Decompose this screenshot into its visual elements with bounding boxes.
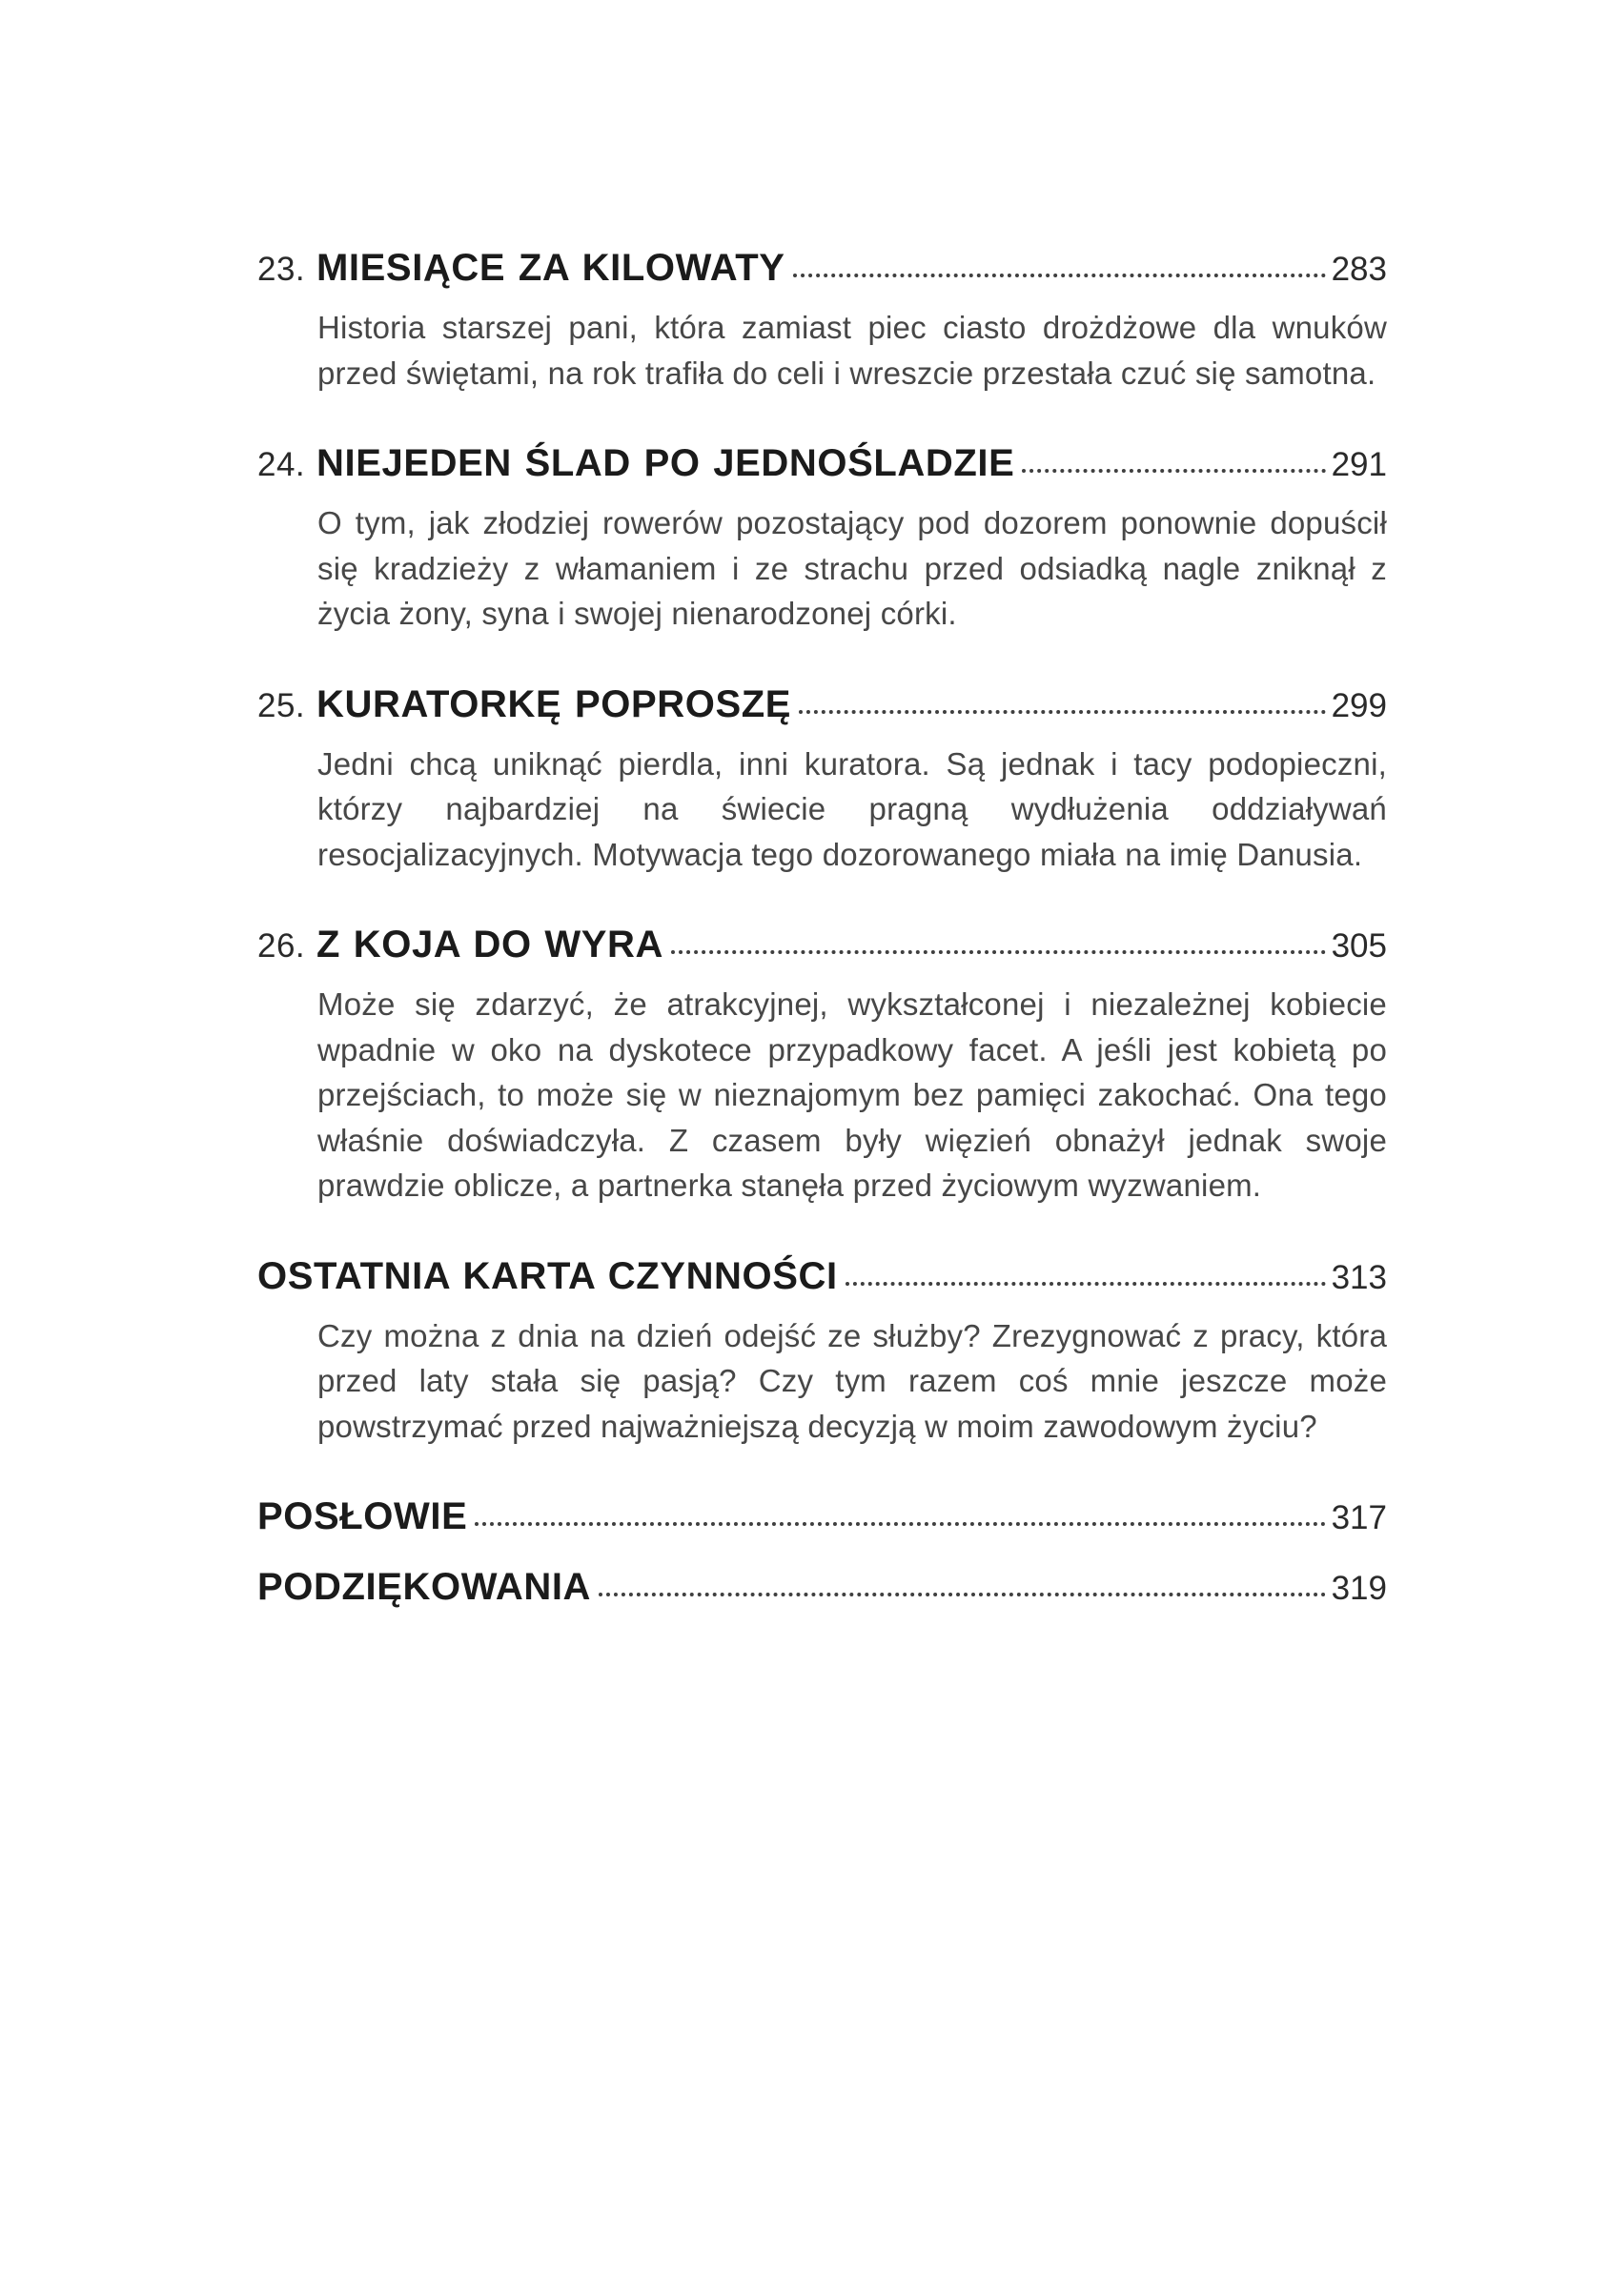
dot-leader: [793, 274, 1326, 277]
dot-leader: [1022, 469, 1325, 473]
section-title: PODZIĘKOWANIA: [257, 1566, 592, 1609]
chapter-number: 25.: [257, 686, 306, 724]
chapter-description: Może się zdarzyć, że atrakcyjnej, wykształconej i niezależnej kobiecie wpadnie w oko na dyskotece przypadkowy facet. A jeśli jest kobietą po przejściach, to może się w nieznajomym bez pamięci zakochać. Ona tego właśnie doświadczyła. Z czasem były więzień obnażył jednak swoje prawdzie oblicze, a partnerka stanęła przed życiowym wyzwaniem.: [317, 986, 1387, 1204]
page-number: 283: [1331, 251, 1387, 288]
toc-row: [257, 923, 1387, 966]
page-number: 313: [1331, 1258, 1387, 1296]
toc-row: [257, 246, 1387, 290]
page-number: 291: [1331, 446, 1387, 484]
section-title: OSTATNIA KARTA CZYNNOŚCI: [257, 1254, 838, 1297]
page-number: 299: [1331, 686, 1387, 724]
toc-entry: [257, 923, 1387, 1209]
page-number: 317: [1331, 1499, 1387, 1537]
toc-entry: [257, 1565, 1387, 1609]
toc-row: [257, 682, 1387, 726]
toc-row: [257, 1494, 1387, 1538]
toc-entry: [257, 1494, 1387, 1538]
chapter-title: NIEJEDEN ŚLAD PO JEDNOŚLADZIE: [316, 442, 1015, 485]
toc-row: [257, 441, 1387, 485]
page-number: 319: [1331, 1570, 1387, 1608]
toc-entry: [257, 1254, 1387, 1450]
chapter-number: 26.: [257, 927, 306, 965]
toc-row: [257, 1565, 1387, 1609]
chapter-number: 23.: [257, 251, 306, 288]
chapter-description: Historia starszej pani, która zamiast piec ciasto drożdżowe dla wnuków przed świętami, na rok trafiła do celi i wreszcie przestała czuć się samotna.: [317, 310, 1387, 391]
chapter-description: Jedni chcą uniknąć pierdla, inni kuratora. Są jednak i tacy podopieczni, którzy najbardziej na świecie pragną wydłużenia oddziaływań resocjalizacyjnych. Motywacja tego dozorowanego miała na imię Danusia.: [317, 745, 1387, 872]
chapter-description: O tym, jak złodziej rowerów pozostający pod dozorem ponownie dopuścił się kradzieży z włamaniem i ze strachu przed odsiadką nagle zniknął z życia żony, syna i swojej nienarodzonej córki.: [317, 505, 1387, 632]
section-title: POSŁOWIE: [257, 1495, 468, 1538]
section-description: Czy można z dnia na dzień odejść ze służby? Zrezygnować z pracy, która przed laty stała się pasją? Czy tym razem coś mnie jeszcze może powstrzymać przed najważniejszą decyzją w moim zawodowym życiu?: [317, 1317, 1387, 1444]
dot-leader: [599, 1593, 1326, 1596]
chapter-title: MIESIĄCE ZA KILOWATY: [316, 247, 785, 289]
toc-entry: [257, 441, 1387, 637]
dot-leader: [846, 1282, 1326, 1286]
page-number: 305: [1331, 927, 1387, 965]
dot-leader: [671, 950, 1326, 954]
toc-row: [257, 1254, 1387, 1298]
toc-entry: [257, 246, 1387, 396]
chapter-number: 24.: [257, 446, 306, 484]
toc-entry: [257, 682, 1387, 878]
dot-leader: [799, 710, 1326, 714]
chapter-title: Z KOJA DO WYRA: [316, 924, 664, 966]
dot-leader: [475, 1522, 1325, 1526]
chapter-title: KURATORKĘ POPROSZĘ: [316, 682, 792, 725]
